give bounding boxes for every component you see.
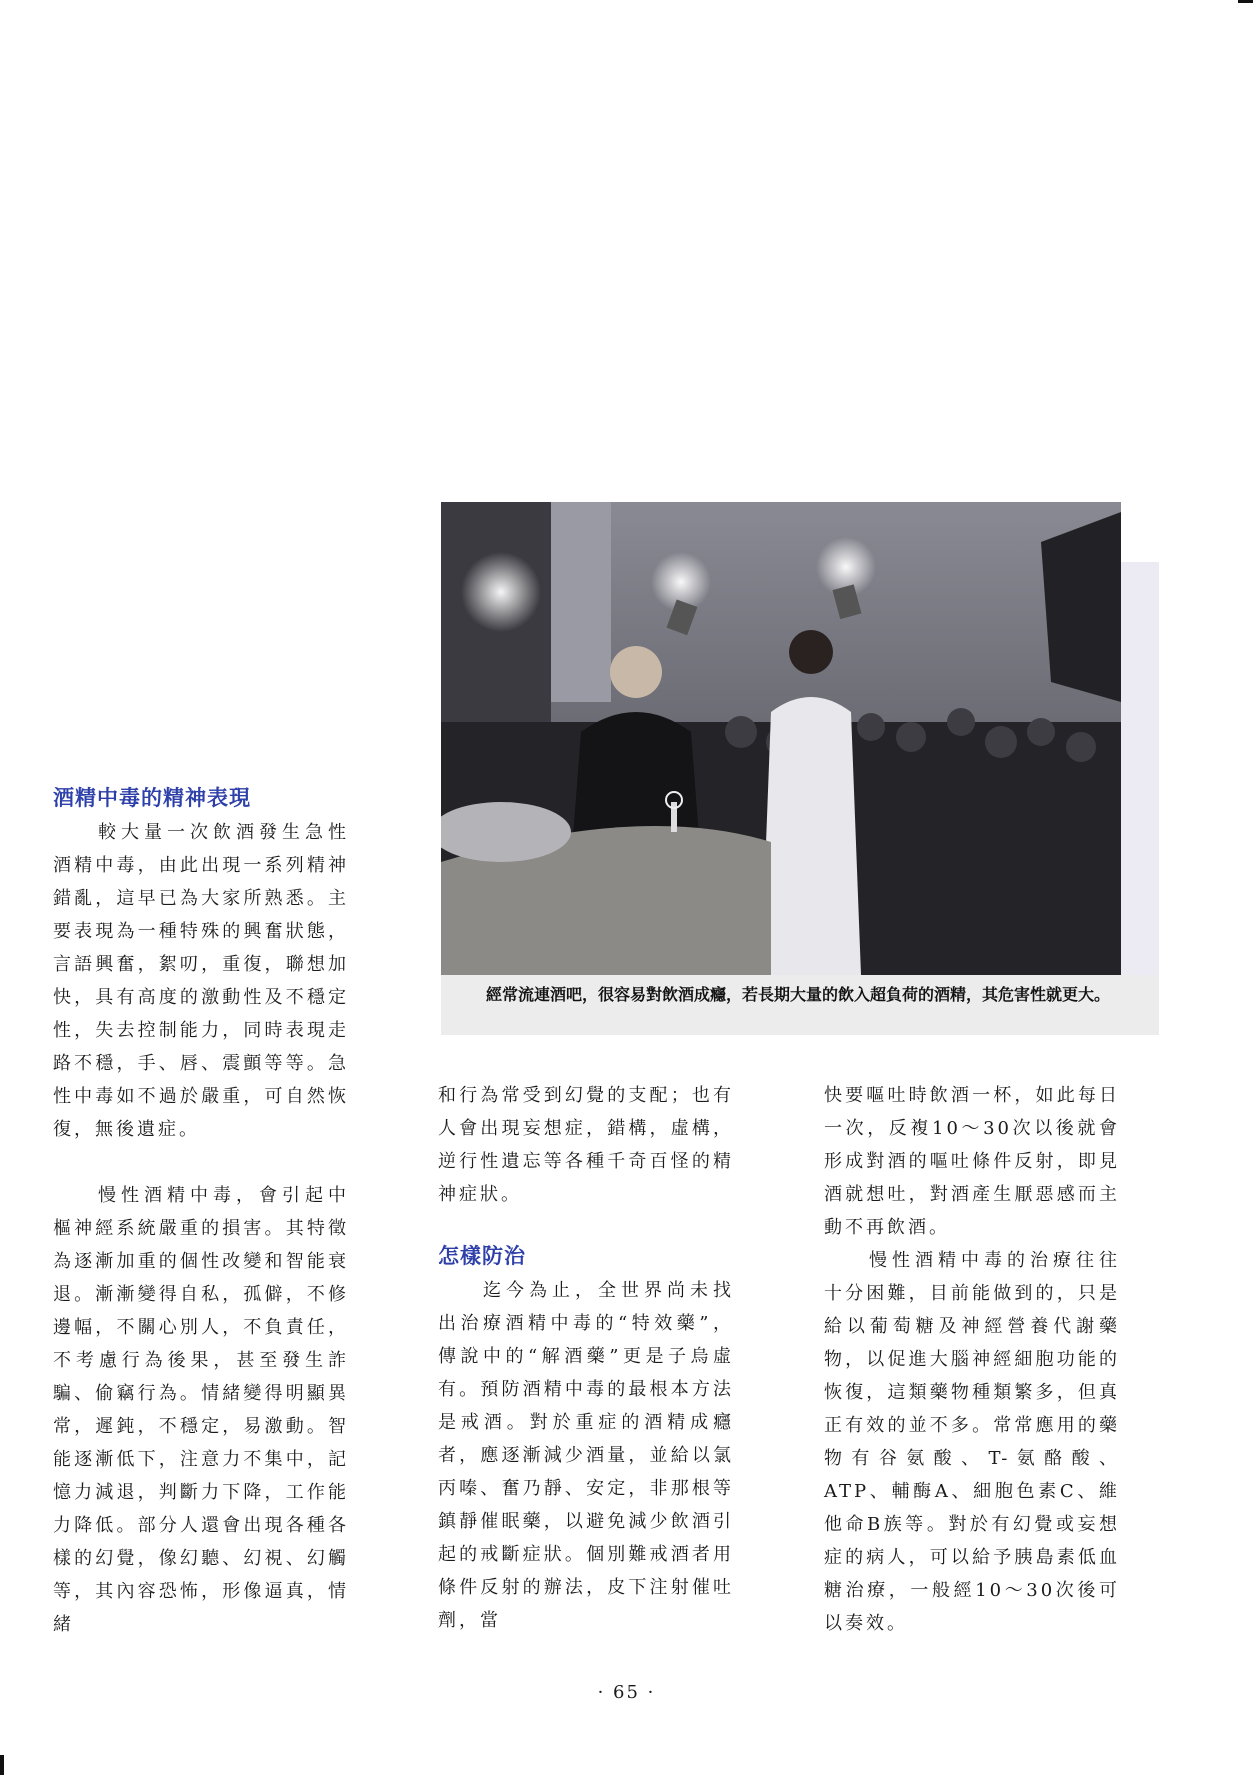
paragraph-chronic-intoxication: 慢性酒精中毒，會引起中樞神經系統嚴重的損害。其特徵為逐漸加重的個性改變和智能衰退。漸漸變得自私，孤僻，不修邊幅，不關心別人，不負責任，不考慮行為後果，甚至發生詐騙、偷竊行為。情緒變得明顯異常，遲鈍，不穩定，易激動。智能逐漸低下，注意力不集中，記憶力減退，判斷力下降，工作能力降低。部分人還會出現各種各樣的幻覺，像幻聽、幻視、幻觸等，其內容恐怖，形像逼真，情緒 (53, 1185, 349, 1635)
photo-side-strip (1121, 562, 1159, 1035)
paragraph-hallucination-continued: 和行為常受到幻覺的支配；也有人會出現妄想症，錯構，虛構，逆行性遺忘等各種千奇百怪的精神症狀。 (438, 1085, 734, 1205)
bar-scene-illustration (441, 502, 1121, 975)
paragraph-chronic-treatment: 慢性酒精中毒的治療往往十分困難，目前能做到的，只是給以葡萄糖及神經營養代謝藥物，以促進大腦神經細胞功能的恢復，這類藥物種類繁多，但真正有效的並不多。常常應用的藥物有谷氨酸、T-氨酪酸、ATP、輔酶A、細胞色素C、維他命B族等。對於有幻覺或妄想症的病人，可以給予胰島素低血糖治療，一般經10～30次後可以奏效。 (824, 1250, 1120, 1634)
page-number: · 65 · (597, 1682, 656, 1703)
caption-box (441, 975, 1159, 1035)
bar-scene-photo (441, 502, 1121, 975)
paragraph-prevention: 迄今為止，全世界尚未找出治療酒精中毒的“特效藥”，傳說中的“解酒藥”更是子烏虛有。預防酒精中毒的最根本方法是戒酒。對於重症的酒精成癮者，應逐漸減少酒量，並給以氯丙嗪、奮乃靜、安定，非那根等鎮靜催眠藥，以避免減少飲酒引起的戒斷症狀。個別難戒酒者用條件反射的辦法，皮下注射催吐劑，當 (438, 1280, 734, 1631)
scan-edge-mark-bottom-left (0, 1755, 4, 1775)
section-heading-mental-symptoms: 酒精中毒的精神表現 (53, 786, 251, 810)
bar-photo-figure (441, 502, 1159, 1035)
paragraph-acute-intoxication: 較大量一次飲酒發生急性酒精中毒，由此出現一系列精神錯亂，這早已為大家所熟悉。主要表現為一種特殊的興奮狀態，言語興奮，絮叨，重復，聯想加快，具有高度的激動性及不穩定性，失去控制能力，同時表現走路不穩，手、唇、震顫等等。急性中毒如不過於嚴重，可自然恢復，無後遺症。 (53, 822, 349, 1140)
section-heading-prevention: 怎樣防治 (438, 1244, 526, 1268)
paragraph-conditioned-reflex: 快要嘔吐時飲酒一杯，如此每日一次，反複10～30次以後就會形成對酒的嘔吐條件反射，即見酒就想吐，對酒產生厭惡感而主動不再飲酒。 (824, 1085, 1120, 1238)
photo-caption: 經常流連酒吧，很容易對飲酒成癮，若長期大量的飲入超負荷的酒精，其危害性就更大。 (486, 985, 1111, 1004)
scan-edge-mark-top-right (1238, 0, 1253, 3)
